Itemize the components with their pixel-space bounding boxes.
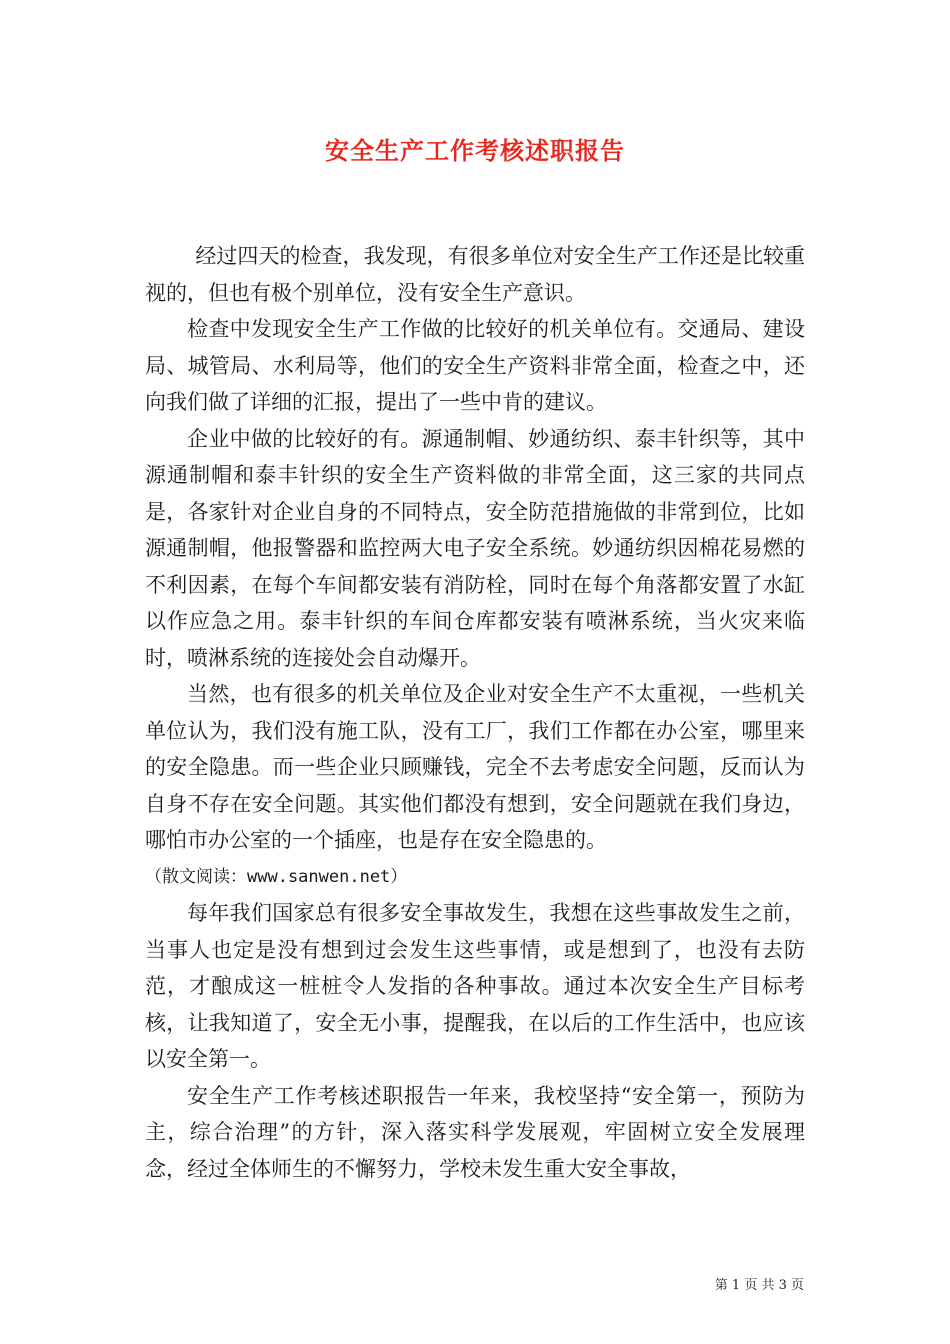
document-body xyxy=(145,238,805,1187)
paragraph: 当然，也有很多的机关单位及企业对安全生产不太重视，一些机关单位认为，我们没有施工队，没有工厂，我们工作都在办公室，哪里来的安全隐患。而一些企业只顾赚钱，完全不去考虑安全问题，反而认为自身不存在安全问题。其实他们都没有想到，安全问题就在我们身边，哪怕市办公室的一个插座，也是存在安全隐患的。 xyxy=(145,682,805,852)
paragraph: 每年我们国家总有很多安全事故发生，我想在这些事故发生之前，当事人也定是没有想到过会发生这些事情，或是想到了，也没有去防范，才酿成这一桩桩令人发指的各种事故。通过本次安全生产目标考核，让我知道了，安全无小事，提醒我，在以后的工作生活中，也应该以安全第一。 xyxy=(145,901,805,1071)
paragraph: 企业中做的比较好的有。源通制帽、妙通纺织、泰丰针织等，其中源通制帽和泰丰针织的安全生产资料做的非常全面，这三家的共同点是，各家针对企业自身的不同特点，安全防范措施做的非常到位，比如源通制帽，他报警器和监控两大电子安全系统。妙通纺织因棉花易燃的不利因素，在每个车间都安装有消防栓，同时在每个角落都安置了水缸以作应急之用。泰丰针织的车间仓库都安装有喷淋系统，当火灾来临时，喷淋系统的连接处会自动爆开。 xyxy=(145,426,805,670)
page-number: 第 1 页 共 3 页 xyxy=(714,1278,804,1293)
paragraph: 检查中发现安全生产工作做的比较好的机关单位有。交通局、建设局、城管局、水利局等，他们的安全生产资料非常全面，检查之中，还向我们做了详细的汇报，提出了一些中肯的建议。 xyxy=(145,317,805,414)
document-title: 安全生产工作考核述职报告 xyxy=(325,136,625,165)
paragraph: 经过四天的检查，我发现，有很多单位对安全生产工作还是比较重视的，但也有极个别单位，没有安全生产意识。 xyxy=(145,244,805,305)
paragraph: 安全生产工作考核述职报告一年来，我校坚持“安全第一，预防为主，综合治理”的方针，深入落实科学发展观，牢固树立安全发展理念，经过全体师生的不懈努力，学校未发生重大安全事故， xyxy=(145,1083,805,1181)
source-note: （散文阅读：www.sanwen.net） xyxy=(145,866,408,887)
